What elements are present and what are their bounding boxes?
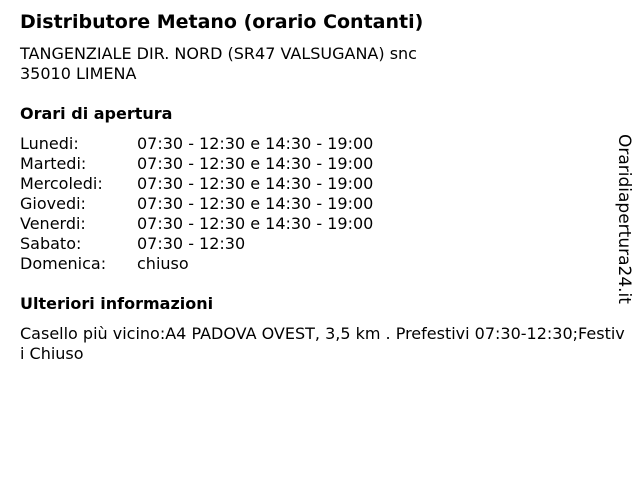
site-watermark: Oraridiapertura24.it [614, 134, 634, 304]
opening-hours-table [20, 134, 373, 274]
hours-row-friday [20, 214, 373, 234]
hours-row-sunday [20, 254, 373, 274]
hours-row-monday [20, 134, 373, 154]
hours-row-thursday [20, 194, 373, 214]
day-hours: 07:30 - 12:30 e 14:30 - 19:00 [137, 154, 374, 173]
address-street: TANGENZIALE DIR. NORD (SR47 VALSUGANA) snc [20, 44, 417, 63]
day-hours: 07:30 - 12:30 e 14:30 - 19:00 [137, 174, 374, 193]
hours-row-saturday [20, 234, 373, 254]
day-hours: 07:30 - 12:30 e 14:30 - 19:00 [137, 214, 374, 233]
day-label: Sabato: [20, 234, 82, 253]
day-label: Lunedi: [20, 134, 79, 153]
day-label: Giovedi: [20, 194, 86, 213]
page-title: Distributore Metano (orario Contanti) [20, 11, 424, 33]
hours-row-tuesday [20, 154, 373, 174]
day-label: Mercoledi: [20, 174, 103, 193]
additional-info-text: Casello più vicino:A4 PADOVA OVEST, 3,5 km . Prefestivi 07:30-12:30;Festivi Chiuso [20, 324, 625, 363]
hours-row-wednesday [20, 174, 373, 194]
day-label: Martedi: [20, 154, 87, 173]
day-hours: 07:30 - 12:30 e 14:30 - 19:00 [137, 194, 374, 213]
address-city: 35010 LIMENA [20, 64, 137, 83]
opening-hours-heading: Orari di apertura [20, 104, 173, 123]
day-hours: 07:30 - 12:30 e 14:30 - 19:00 [137, 134, 374, 153]
address-block [20, 44, 417, 84]
additional-info-heading: Ulteriori informazioni [20, 294, 214, 313]
day-label: Venerdi: [20, 214, 86, 233]
day-hours: chiuso [137, 254, 189, 273]
day-label: Domenica: [20, 254, 107, 273]
day-hours: 07:30 - 12:30 [137, 234, 246, 253]
